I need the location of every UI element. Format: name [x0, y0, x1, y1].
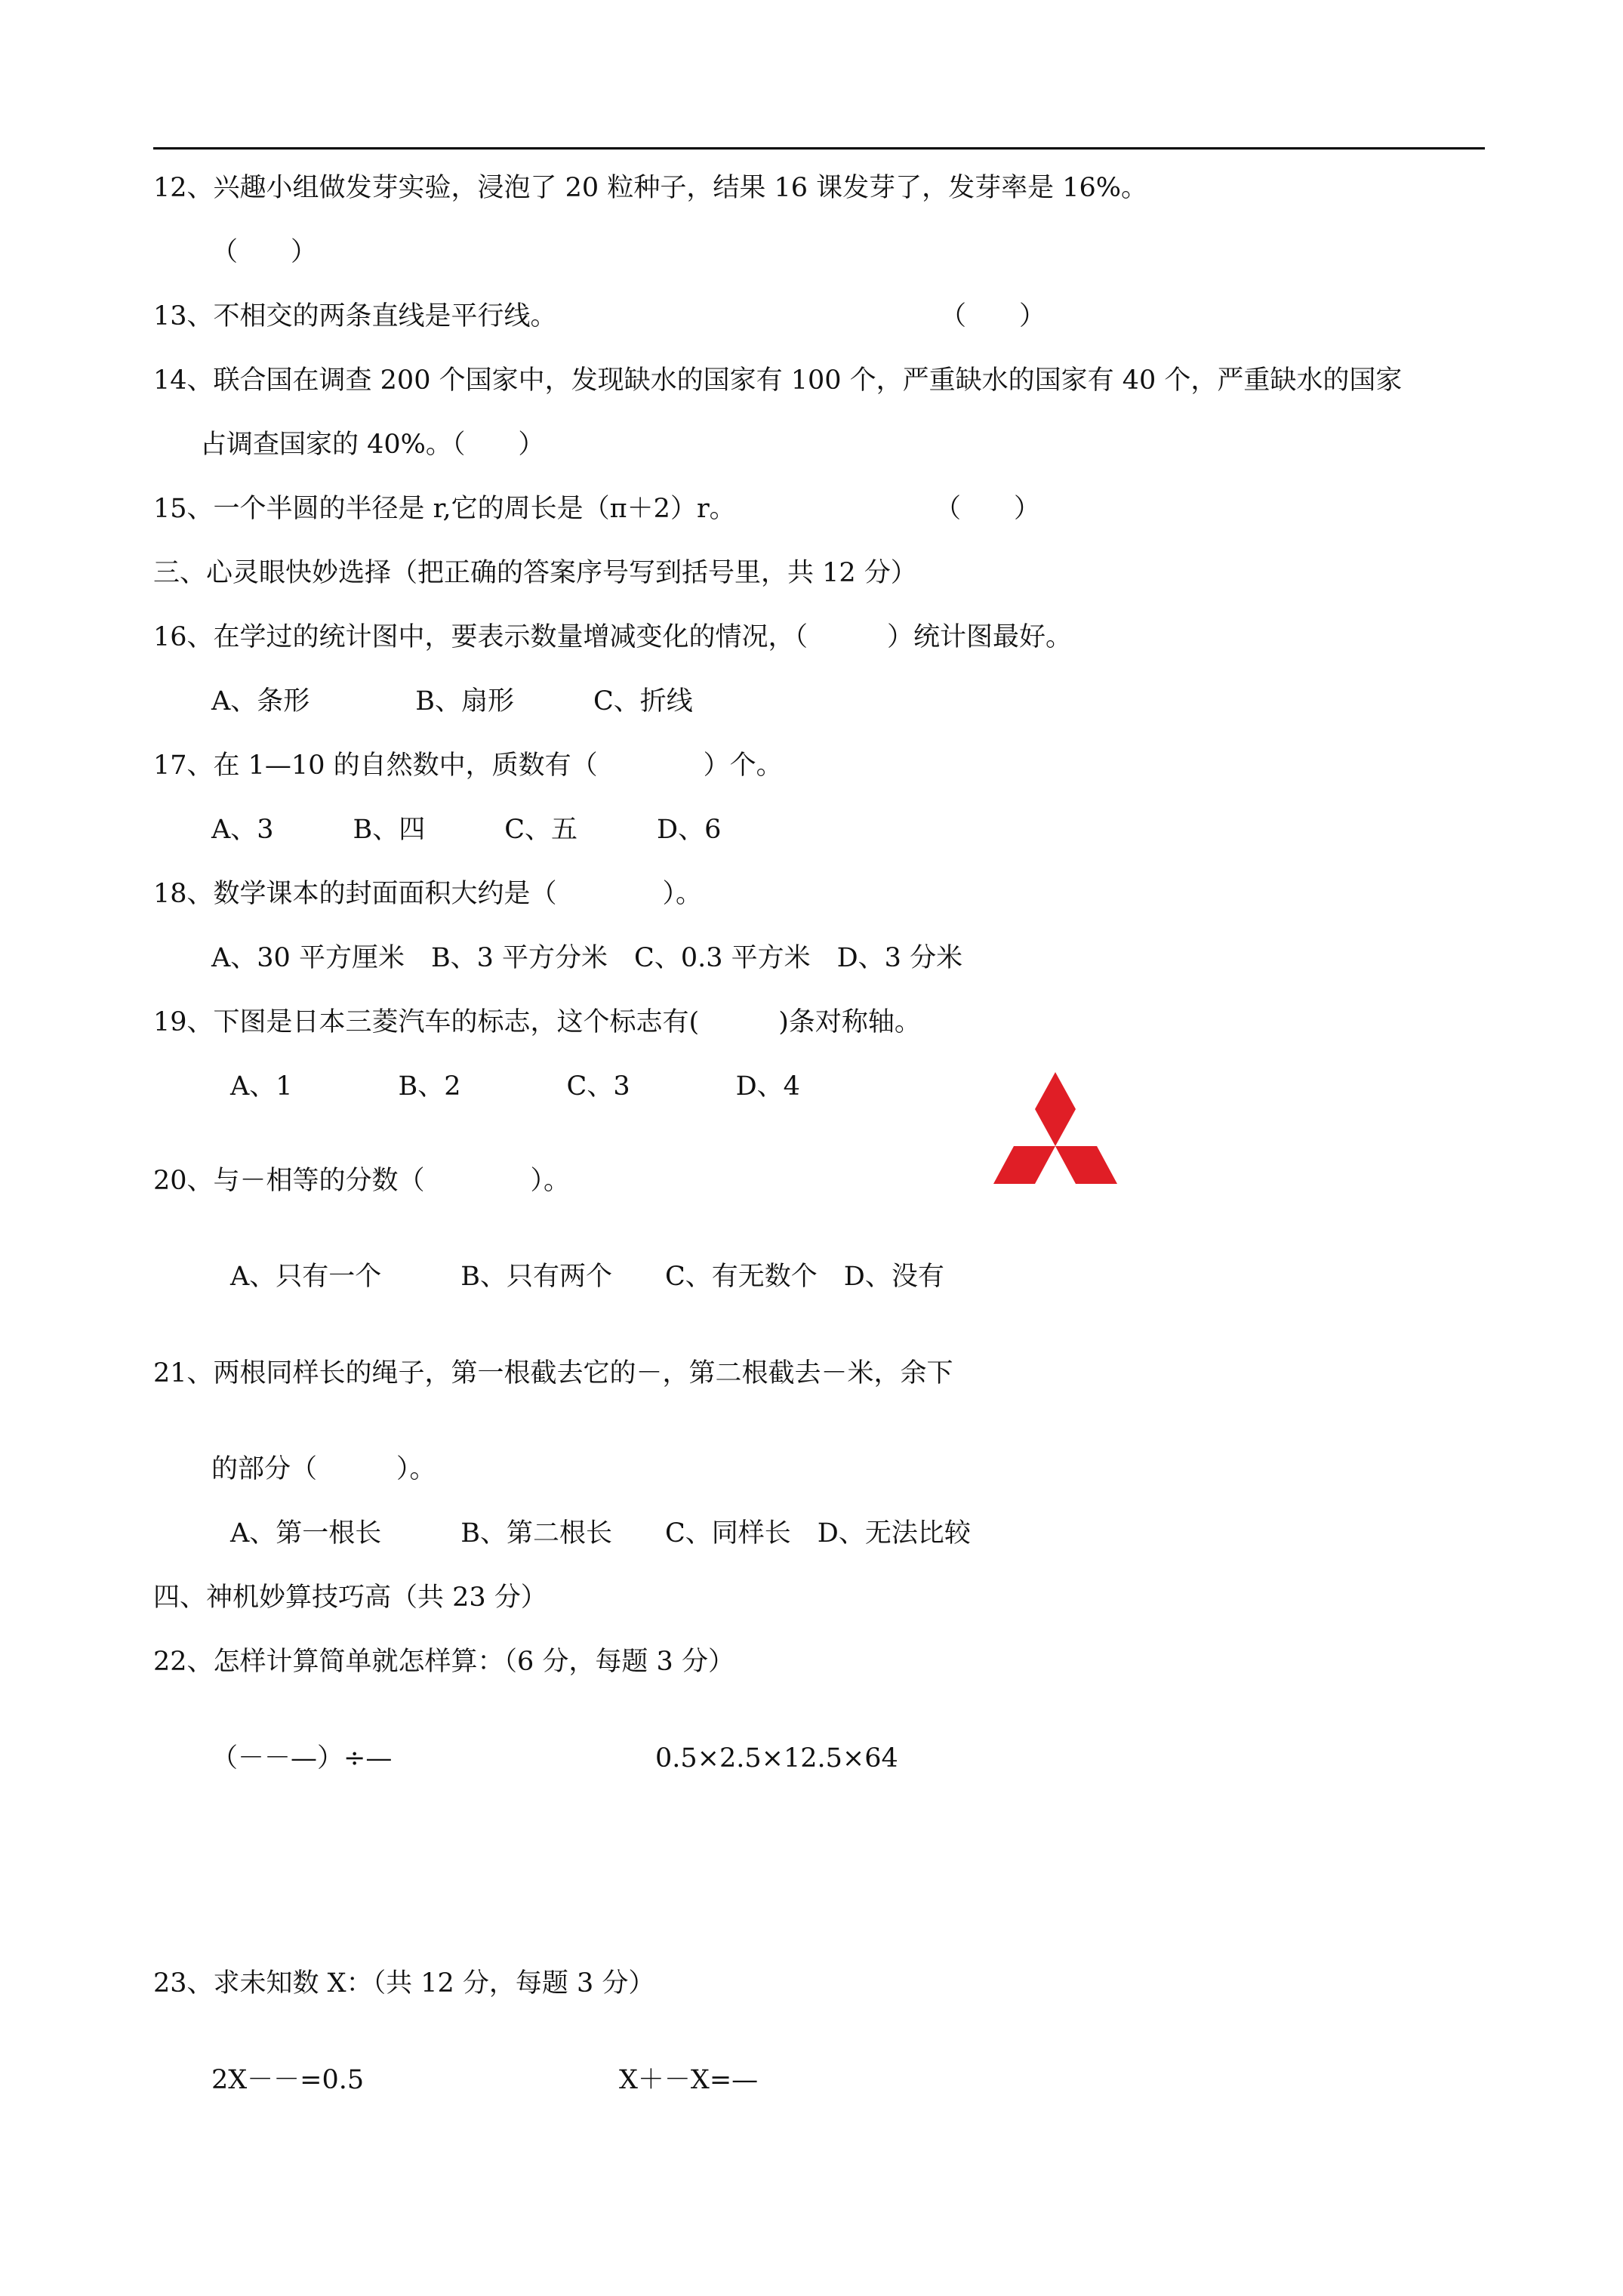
mitsubishi-logo: [993, 1072, 1117, 1184]
question-23-equation-2: X＋－X=—: [619, 2065, 759, 2095]
question-20-options: A、只有一个 B、只有两个 C、有无数个 D、没有: [230, 1262, 944, 1292]
question-12: 12、兴趣小组做发芽实验，浸泡了 20 粒种子，结果 16 课发芽了，发芽率是 16%。: [153, 173, 1148, 203]
question-23-equation-1: 2X－－=0.5: [211, 2065, 365, 2095]
question-13: 13、不相交的两条直线是平行线。: [153, 301, 557, 331]
question-23: 23、求未知数 X：（共 12 分，每题 3 分）: [153, 1968, 655, 1999]
question-17-options: A、3 B、四 C、五 D、6: [211, 815, 722, 845]
question-19: 19、下图是日本三菱汽车的标志，这个标志有( )条对称轴。: [153, 1007, 921, 1037]
section-4-heading: 四、神机妙算技巧高（共 23 分）: [153, 1583, 547, 1613]
answer-paren-15: （ ）: [935, 494, 1041, 524]
question-18: 18、数学课本的封面面积大约是（ ）。: [153, 879, 703, 909]
question-16: 16、在学过的统计图中，要表示数量增减变化的情况，（ ）统计图最好。: [153, 622, 1073, 652]
question-21-options: A、第一根长 B、第二根长 C、同样长 D、无法比较: [230, 1518, 971, 1549]
question-21-line2: 的部分（ ）。: [211, 1454, 436, 1484]
answer-paren-12: （ ）: [211, 237, 318, 267]
question-15: 15、一个半圆的半径是 r,它的周长是（π＋2）r。: [153, 494, 736, 524]
question-20: 20、与－相等的分数（ ）。: [153, 1166, 571, 1196]
header-rule: [153, 147, 1485, 149]
question-16-options: A、条形 B、扇形 C、折线: [211, 686, 693, 717]
logo-left-diamond: [993, 1146, 1055, 1184]
question-17: 17、在 1—10 的自然数中，质数有（ ）个。: [153, 750, 783, 781]
logo-top-diamond: [1035, 1072, 1076, 1146]
section-3-heading: 三、心灵眼快妙选择（把正确的答案序号写到括号里，共 12 分）: [153, 558, 917, 588]
question-22: 22、怎样计算简单就怎样算：（6 分，每题 3 分）: [153, 1647, 735, 1677]
question-22-expression-2: 0.5×2.5×12.5×64: [655, 1743, 898, 1774]
question-22-expression-1: （－－—）÷—: [211, 1743, 393, 1774]
question-21-line1: 21、两根同样长的绳子，第一根截去它的－，第二根截去－米，余下: [153, 1358, 953, 1388]
question-18-options: A、30 平方厘米 B、3 平方分米 C、0.3 平方米 D、3 分米: [211, 943, 963, 973]
answer-paren-13: （ ）: [940, 301, 1046, 331]
question-19-options: A、1 B、2 C、3 D、4: [230, 1071, 800, 1102]
question-14-line1: 14、联合国在调查 200 个国家中，发现缺水的国家有 100 个，严重缺水的国家有 40 个，严重缺水的国家: [153, 365, 1403, 396]
logo-right-diamond: [1055, 1146, 1117, 1184]
question-14-line2: 占调查国家的 40%。（ ）: [200, 430, 545, 460]
